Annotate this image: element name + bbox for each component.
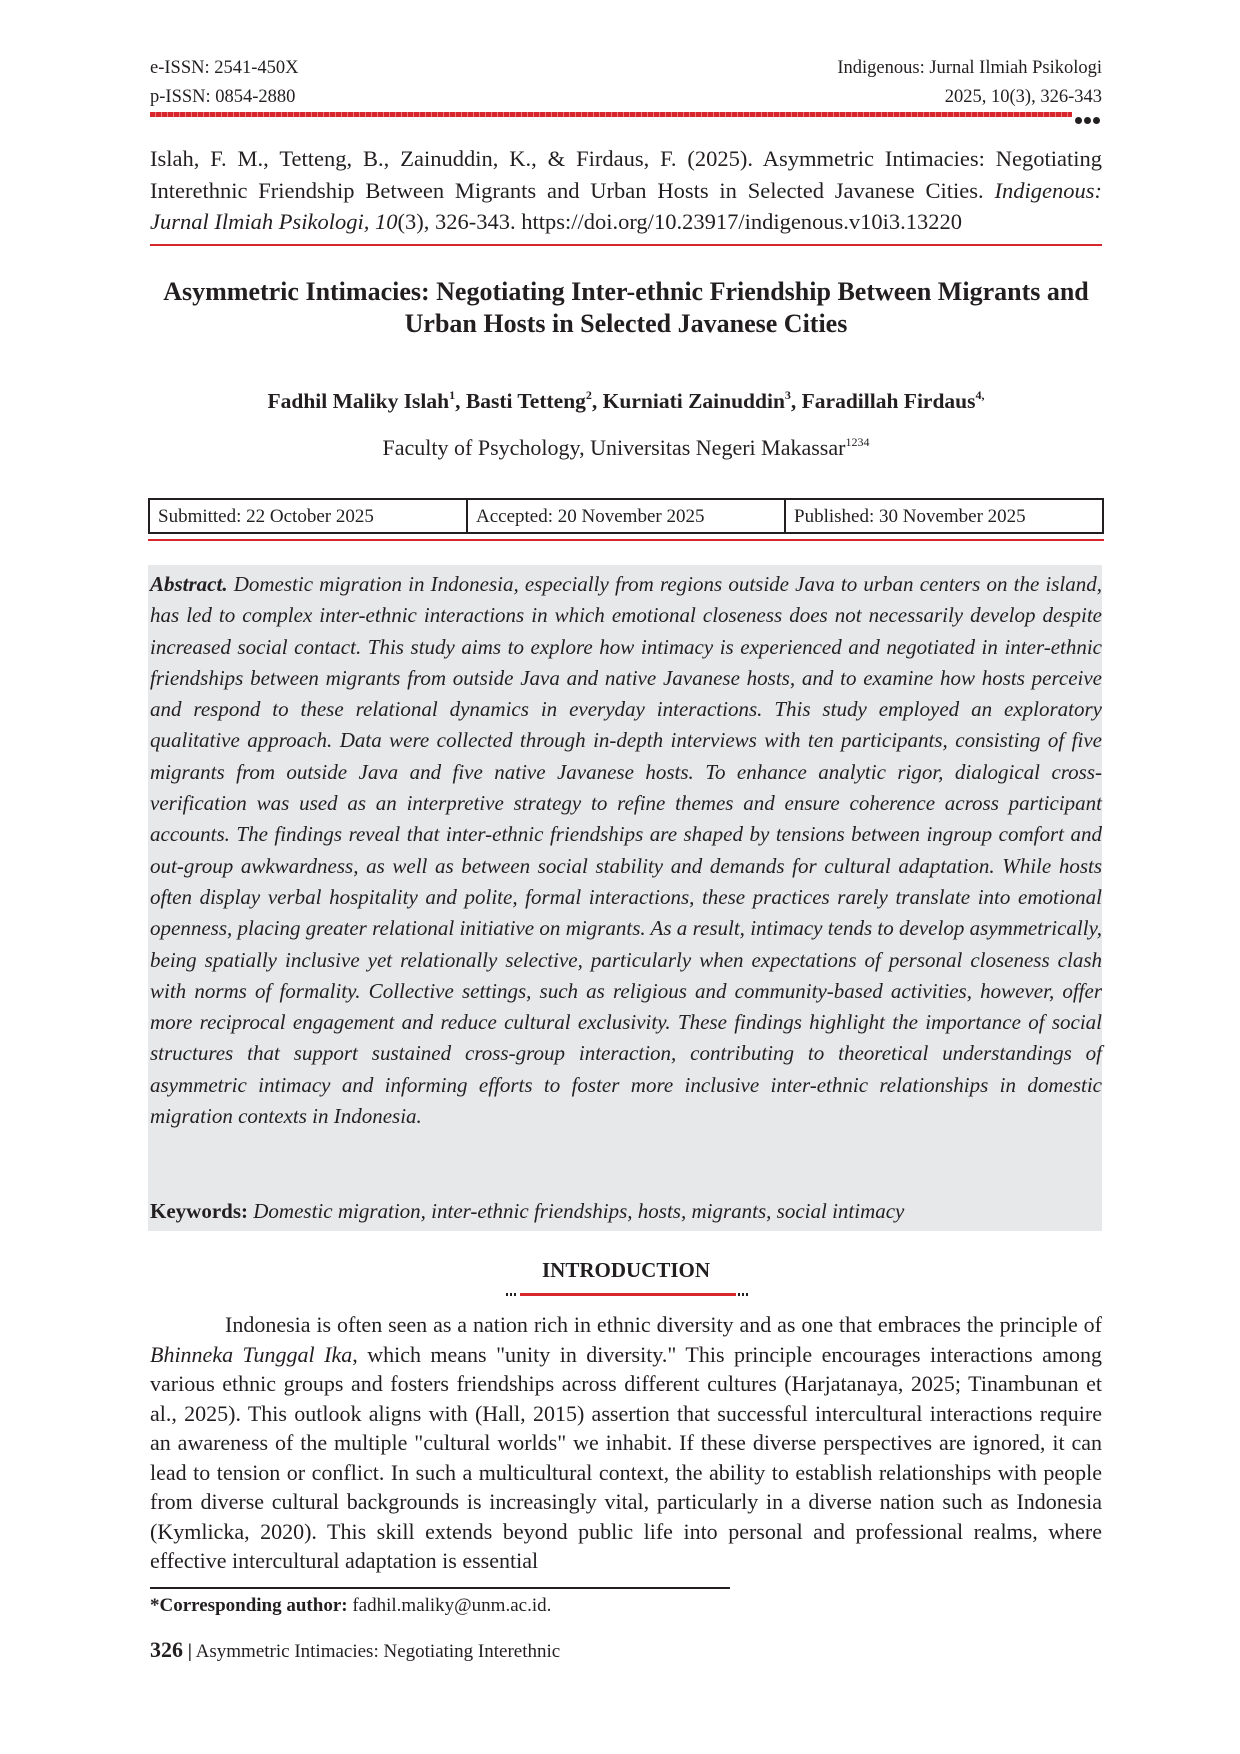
keywords-label: Keywords: (150, 1199, 248, 1223)
abstract-label: Abstract. (150, 572, 228, 596)
paper-title: Asymmetric Intimacies: Negotiating Inter-ethnic Friendship Between Migrants and Urban Hosts in Selected Javanese Cities (163, 277, 1089, 338)
dates-table (148, 498, 1104, 534)
page-number: 326 (150, 1637, 183, 1662)
author-sup: 1 (449, 388, 456, 402)
footer-separator: | (187, 1641, 192, 1662)
citation-rule (150, 244, 1102, 246)
citation-doi: (3), 326-343. https://doi.org/10.23917/indigenous.v10i3.13220 (397, 209, 963, 234)
eissn: e-ISSN: 2541-450X (150, 58, 299, 78)
affiliation-text: Faculty of Psychology, Universitas Negeri Makassar (382, 435, 846, 460)
keywords-value: Domestic migration, inter-ethnic friendships, hosts, migrants, social intimacy (253, 1199, 905, 1223)
citation (150, 143, 1102, 238)
intro-term: Bhinneka Tunggal Ika (150, 1341, 353, 1367)
author-name: Fadhil Maliky Islah (267, 389, 450, 413)
heading-dots-left (506, 1293, 518, 1296)
author-sup: 2 (585, 388, 592, 402)
keywords (150, 1196, 1102, 1226)
footnote-label: *Corresponding author: (150, 1595, 348, 1616)
accepted-date: Accepted: 20 November 2025 (466, 500, 784, 532)
author-sep: , (455, 389, 466, 413)
author-sup: 3 (784, 388, 791, 402)
affiliation (150, 433, 1102, 463)
footnote-email: fadhil.maliky@unm.ac.id. (347, 1595, 552, 1616)
submitted-date: Submitted: 22 October 2025 (158, 506, 374, 527)
author-name: Faradillah Firdaus (801, 389, 976, 413)
citation-journal: Indigenous: Jurnal Ilmiah Psikologi, 10 (150, 177, 1102, 234)
abstract-text: Domestic migration in Indonesia, especially from regions outside Java to urban centers on the island, has led to complex inter-ethnic interactions in which emotional closeness does not necessarily develop despite increased social contact. This study aims to explore how intimacy is experienced and negotiated in inter-ethnic friendships between migrants from outside Java and native Javanese hosts, and to examine how hosts perceive and respond to these relational dynamics in everyday interactions. This study employed an exploratory qualitative approach. Data were collected through in-depth interviews with ten participants, consisting of five migrants from outside Java and five native Javanese hosts. To enhance analytic rigor, dialogical cross-verification was used as an interpretive strategy to refine themes and ensure coherence across participant accounts. The findings reveal that inter-ethnic friendships are shaped by tensions between ingroup comfort and out-group awkwardness, as well as between social stability and demands for cultural adaptation. While hosts often display verbal hospitality and polite, formal interactions, these practices rarely translate into emotional openness, placing greater relational initiative on migrants. As a result, intimacy tends to develop asymmetrically, being spatially inclusive yet relationally selective, particularly when expectations of personal closeness clash with norms of formality. Collective settings, such as religious and community-based activities, however, offer more reciprocal engagement and reduce cultural exclusivity. These findings highlight the importance of social structures that support sustained cross-group interaction, contributing to theoretical understandings of asymmetric intimacy and informing efforts to foster more inclusive inter-ethnic relationships in domestic migration contexts in Indonesia. (150, 572, 1102, 1129)
intro-text: Indonesia is often seen as a nation rich in ethnic diversity and as one that embraces the principle of (225, 1312, 1102, 1337)
introduction-heading: INTRODUCTION (541, 1258, 711, 1282)
author-sup: 4, (975, 388, 985, 402)
introduction-paragraph (150, 1310, 1102, 1576)
author-sep: , (790, 389, 802, 413)
heading-dots-right (738, 1293, 750, 1296)
footnote (150, 1592, 1102, 1620)
author-name: Basti Tetteng (465, 389, 586, 413)
author-name: Kurniati Zainuddin (602, 389, 785, 413)
page-footer (150, 1635, 1102, 1667)
pissn: p-ISSN: 0854-2880 (150, 87, 296, 107)
dates-rule (148, 539, 1104, 541)
header-dots (1073, 111, 1103, 119)
journal-name: Indigenous: Jurnal Ilmiah Psikologi (837, 58, 1102, 78)
header-rule (150, 112, 1072, 117)
published-date: Published: 30 November 2025 (784, 500, 1102, 532)
abstract (150, 569, 1102, 1132)
footnote-rule (150, 1587, 730, 1589)
author-list (150, 386, 1102, 416)
heading-rule (520, 1293, 736, 1296)
running-title: Asymmetric Intimacies: Negotiating Interethnic (195, 1641, 561, 1662)
affiliation-sup: 1234 (845, 435, 870, 449)
journal-volume: 2025, 10(3), 326-343 (944, 87, 1102, 107)
citation-text: Islah, F. M., Tetteng, B., Zainuddin, K., & Firdaus, F. (2025). Asymmetric Intimacies: Negotiating Interethnic Friendship Between Migrants and Urban Hosts in Selected Javanese Cities. (150, 146, 1102, 203)
author-sep: , (591, 389, 603, 413)
intro-text-cont: , which means "unity in diversity." This principle encourages interactions among various ethnic groups and fosters friendships across different cultures (Harjatanaya, 2025; Tinambunan et al., 2025). This outlook aligns with (Hall, 2015) assertion that successful intercultural interactions require an awareness of the multiple "cultural worlds" we inhabit. If these diverse perspectives are ignored, it can lead to tension or conflict. In such a multicultural context, the ability to establish relationships with people from diverse cultural backgrounds is increasingly vital, particularly in a diverse nation such as Indonesia (Kymlicka, 2020). This skill extends beyond public life into personal and professional realms, where effective intercultural adaptation is essential (150, 1341, 1103, 1573)
